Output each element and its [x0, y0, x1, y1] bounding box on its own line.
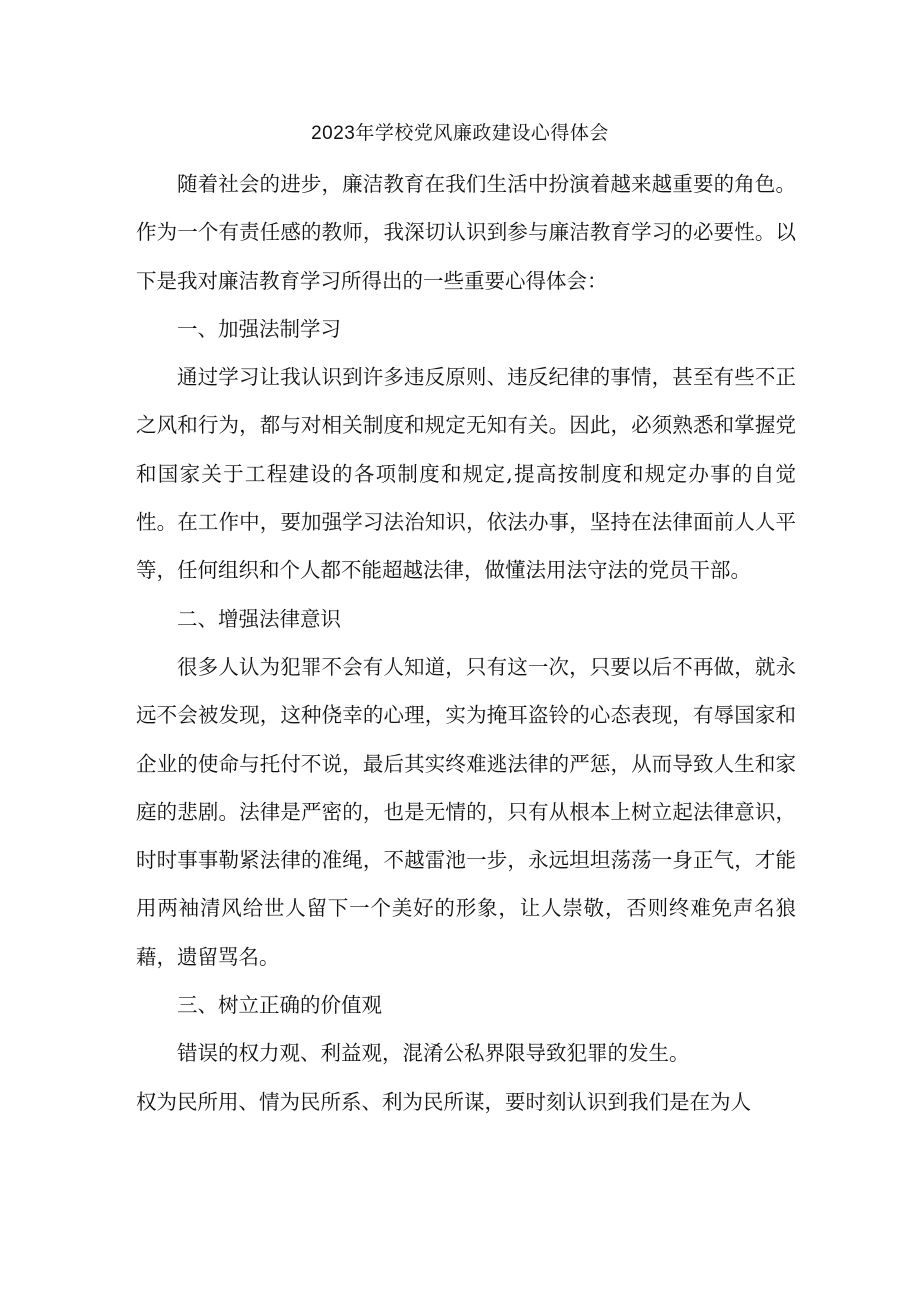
section-3-continuation: 权为民所用、情为民所系、利为民所谋，要时刻认识到我们是在为人 [136, 1089, 751, 1114]
section-1-paragraph: 通过学习让我认识到许多违反原则、违反纪律的事情，甚至有些不正之风和行为，都与对相关制度和规定无知有关。因此，必须熟悉和掌握党和国家关于工程建设的各项制度和规定,提高按制度和规定办事的自觉性。在工作中，要加强学习法治知识，依法办事，坚持在法律面前人人平等，任何组织和个人都不能超越法律，做懂法用法守法的党员干部。 [136, 365, 796, 583]
document-body [136, 160, 796, 1126]
section-heading-3: 三、树立正确的价值观 [177, 993, 382, 1018]
intro-paragraph: 随着社会的进步，廉洁教育在我们生活中扮演着越来越重要的角色。作为一个有责任感的教师，我深切认识到参与廉洁教育学习的必要性。以下是我对廉洁教育学习所得出的一些重要心得体会： [136, 172, 796, 293]
document-title: 2023年学校党风廉政建设心得体会 [311, 123, 609, 144]
section-3-paragraph: 错误的权力观、利益观，混淆公私界限导致犯罪的发生。 [177, 1041, 690, 1066]
section-2-paragraph: 很多人认为犯罪不会有人知道，只有这一次，只要以后不再做，就永远不会被发现，这种侥幸的心理，实为掩耳盗铃的心态表现，有辱国家和企业的使命与托付不说，最后其实终难逃法律的严惩，从而导致人生和家庭的悲剧。法律是严密的，也是无情的，只有从根本上树立起法律意识，时时事事勒紧法律的准绳，不越雷池一步，永远坦坦荡荡一身正气，才能用两袖清风给世人留下一个美好的形象，让人崇敬，否则终难免声名狼藉，遗留骂名。 [136, 654, 796, 969]
section-heading-2: 二、增强法律意识 [177, 606, 341, 631]
section-heading-1: 一、加强法制学习 [177, 316, 341, 341]
